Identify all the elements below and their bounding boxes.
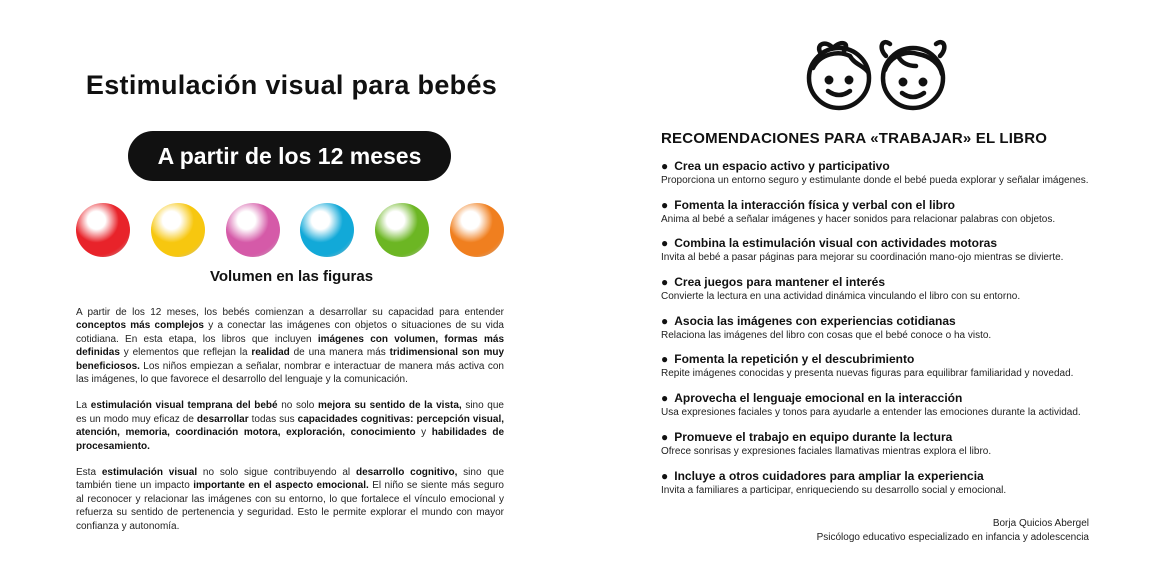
bold-segment: mejora su sentido de la vista, [317, 400, 462, 412]
recommendation-description: Invita a familiares a participar, enriqueciendo su desarrollo social y emocional. [661, 484, 1007, 496]
figures-caption: Volumen en las figuras [209, 268, 374, 285]
recommendation-heading [661, 274, 1101, 290]
ball-pink [226, 203, 280, 257]
recommendation-heading [661, 390, 1101, 406]
text-segment: A partir de los 12 meses, los bebés comienzan a desarrollar su capacidad para entender [76, 307, 504, 318]
recommendation-title: Fomenta la interacción física y verbal con el libro [674, 197, 956, 212]
recommendation-description: Relaciona las imágenes del libro con cosas que el bebé conoce o ha visto. [661, 329, 992, 341]
recommendation-title: Promueve el trabajo en equipo durante la lectura [674, 429, 953, 444]
text-segment: y a conectar las imágenes con objetos o situaciones de su vida cotidiana. En esta etapa, los libros que incluyen [76, 320, 504, 345]
bullet-icon: ● [661, 159, 669, 173]
recommendation-title: Fomenta la repetición y el descubrimiento [674, 352, 915, 367]
bullet-icon: ● [661, 391, 669, 406]
bullet-icon: ● [661, 313, 669, 328]
bold-segment: conceptos más complejos [76, 320, 204, 332]
text-segment: y [415, 427, 432, 439]
ball-cyan [300, 203, 354, 257]
bullet-icon: ● [661, 275, 669, 290]
bold-segment: estimulación visual [101, 467, 198, 479]
right-page [583, 0, 1166, 578]
text-segment: no solo sigue contribuyendo al [197, 467, 356, 479]
recommendation-title: Asocia las imágenes con experiencias cotidianas [674, 313, 956, 328]
recommendation-item [661, 197, 1101, 236]
recommendation-item [661, 158, 1101, 197]
text-segment: Esta [76, 467, 102, 479]
bold-segment: importante en el aspecto emocional. [193, 480, 369, 492]
recommendation-description: Usa expresiones faciales y tonos para ayudarle a entender las emociones durante la actividad. [661, 407, 1081, 419]
recommendation-heading [661, 468, 1101, 484]
recommendation-item [661, 390, 1101, 429]
bold-segment: habilidades de procesamiento. [76, 427, 505, 452]
bold-segment: estimulación visual temprana del bebé [90, 400, 278, 412]
bullet-icon: ● [661, 197, 669, 212]
recommendations-title: RECOMENDACIONES PARA «TRABAJAR» EL LIBRO [661, 130, 1048, 147]
ball-yellow [151, 203, 205, 257]
bullet-icon: ● [661, 429, 669, 444]
recommendation-description: Ofrece sonrisas y expresiones faciales llamativas mientras explora el libro. [661, 445, 992, 457]
recommendation-heading [661, 158, 1101, 174]
bold-segment: capacidades cognitivas: percepción visual, atención, memoria, coordinación motora, exploración, conocimiento [76, 413, 505, 439]
recommendation-title: Incluye a otros cuidadores para ampliar la experiencia [674, 468, 984, 483]
recommendation-description: Repite imágenes conocidas y presenta nuevas figuras para equilibrar familiaridad y novedad. [661, 368, 1074, 380]
recommendation-item [661, 274, 1101, 313]
body-paragraph [76, 399, 504, 453]
recommendation-description: Invita al bebé a pasar páginas para mejorar su coordinación mano-ojo mientras se divierte. [661, 252, 1064, 264]
age-badge: A partir de los 12 meses [128, 131, 451, 181]
text-segment: El niño se siente más seguro al reconocer y relacionar las imágenes con su entorno, lo que fortalece el vínculo emocional y refuerza su sentido de pertenencia y seguridad. Esto le permite explorar el mundo con mayor confianza y autonomía. [76, 480, 504, 532]
color-balls-row [76, 203, 506, 257]
author-role: Psicólogo educativo especializado en infancia y adolescencia [816, 532, 1089, 543]
recommendation-item [661, 235, 1101, 274]
text-segment: no solo [277, 400, 318, 412]
recommendation-heading [661, 351, 1101, 367]
bold-segment: desarrollo cognitivo, [355, 467, 458, 479]
text-segment: La [76, 400, 91, 412]
text-segment: y elementos que reflejan la [119, 347, 252, 359]
ball-red [76, 203, 130, 257]
bullet-icon: ● [661, 352, 669, 367]
recommendation-title: Crea un espacio activo y participativo [674, 159, 890, 173]
recommendation-item [661, 313, 1101, 352]
recommendations-list [661, 158, 1101, 506]
text-segment: sino que también tiene un impacto [76, 467, 505, 492]
bullet-icon: ● [661, 468, 669, 483]
recommendation-heading [661, 197, 1101, 213]
recommendation-heading [661, 429, 1101, 445]
bold-segment: tridimensional son muy beneficiosos. [76, 347, 505, 372]
recommendation-description: Proporciona un entorno seguro y estimulante donde el bebé pueda explorar y señalar imágenes. [661, 175, 1089, 186]
ball-green [375, 203, 429, 257]
author-signature [817, 517, 1089, 545]
bold-segment: realidad [251, 347, 290, 359]
recommendation-description: Convierte la lectura en una actividad dinámica vinculando el libro con su entorno. [661, 291, 1021, 303]
body-text [76, 306, 504, 546]
recommendation-item [661, 429, 1101, 468]
text-segment: todas sus [248, 413, 298, 425]
recommendation-title: Aprovecha el lenguaje emocional en la interacción [674, 391, 963, 406]
two-children-faces-icon [798, 36, 954, 112]
recommendation-item [661, 351, 1101, 390]
recommendation-title: Crea juegos para mantener el interés [674, 275, 885, 290]
recommendation-heading [661, 235, 1101, 251]
recommendation-description: Anima al bebé a señalar imágenes y hacer sonidos para relacionar palabras con objetos. [661, 213, 1056, 225]
body-paragraph [76, 466, 504, 533]
bullet-icon: ● [661, 236, 669, 251]
ball-orange [450, 203, 504, 257]
text-segment: Los niños empiezan a señalar, nombrar e interactuar de manera más activa con las imágenes, lo que favorece el desarrollo del lenguaje y la comunicación. [76, 360, 504, 386]
recommendation-heading [661, 313, 1101, 329]
page-title: Estimulación visual para bebés [85, 70, 498, 100]
text-segment: de una manera más [289, 347, 390, 359]
body-paragraph [76, 306, 504, 386]
bold-segment: imágenes con volumen, formas más definidas [76, 333, 505, 359]
author-name: Borja Quicios Abergel [992, 518, 1089, 529]
recommendation-title: Combina la estimulación visual con actividades motoras [674, 236, 998, 251]
text-segment: sino que es un modo muy eficaz de [76, 400, 504, 425]
recommendation-item [661, 468, 1101, 507]
bold-segment: desarrollar [196, 413, 249, 425]
